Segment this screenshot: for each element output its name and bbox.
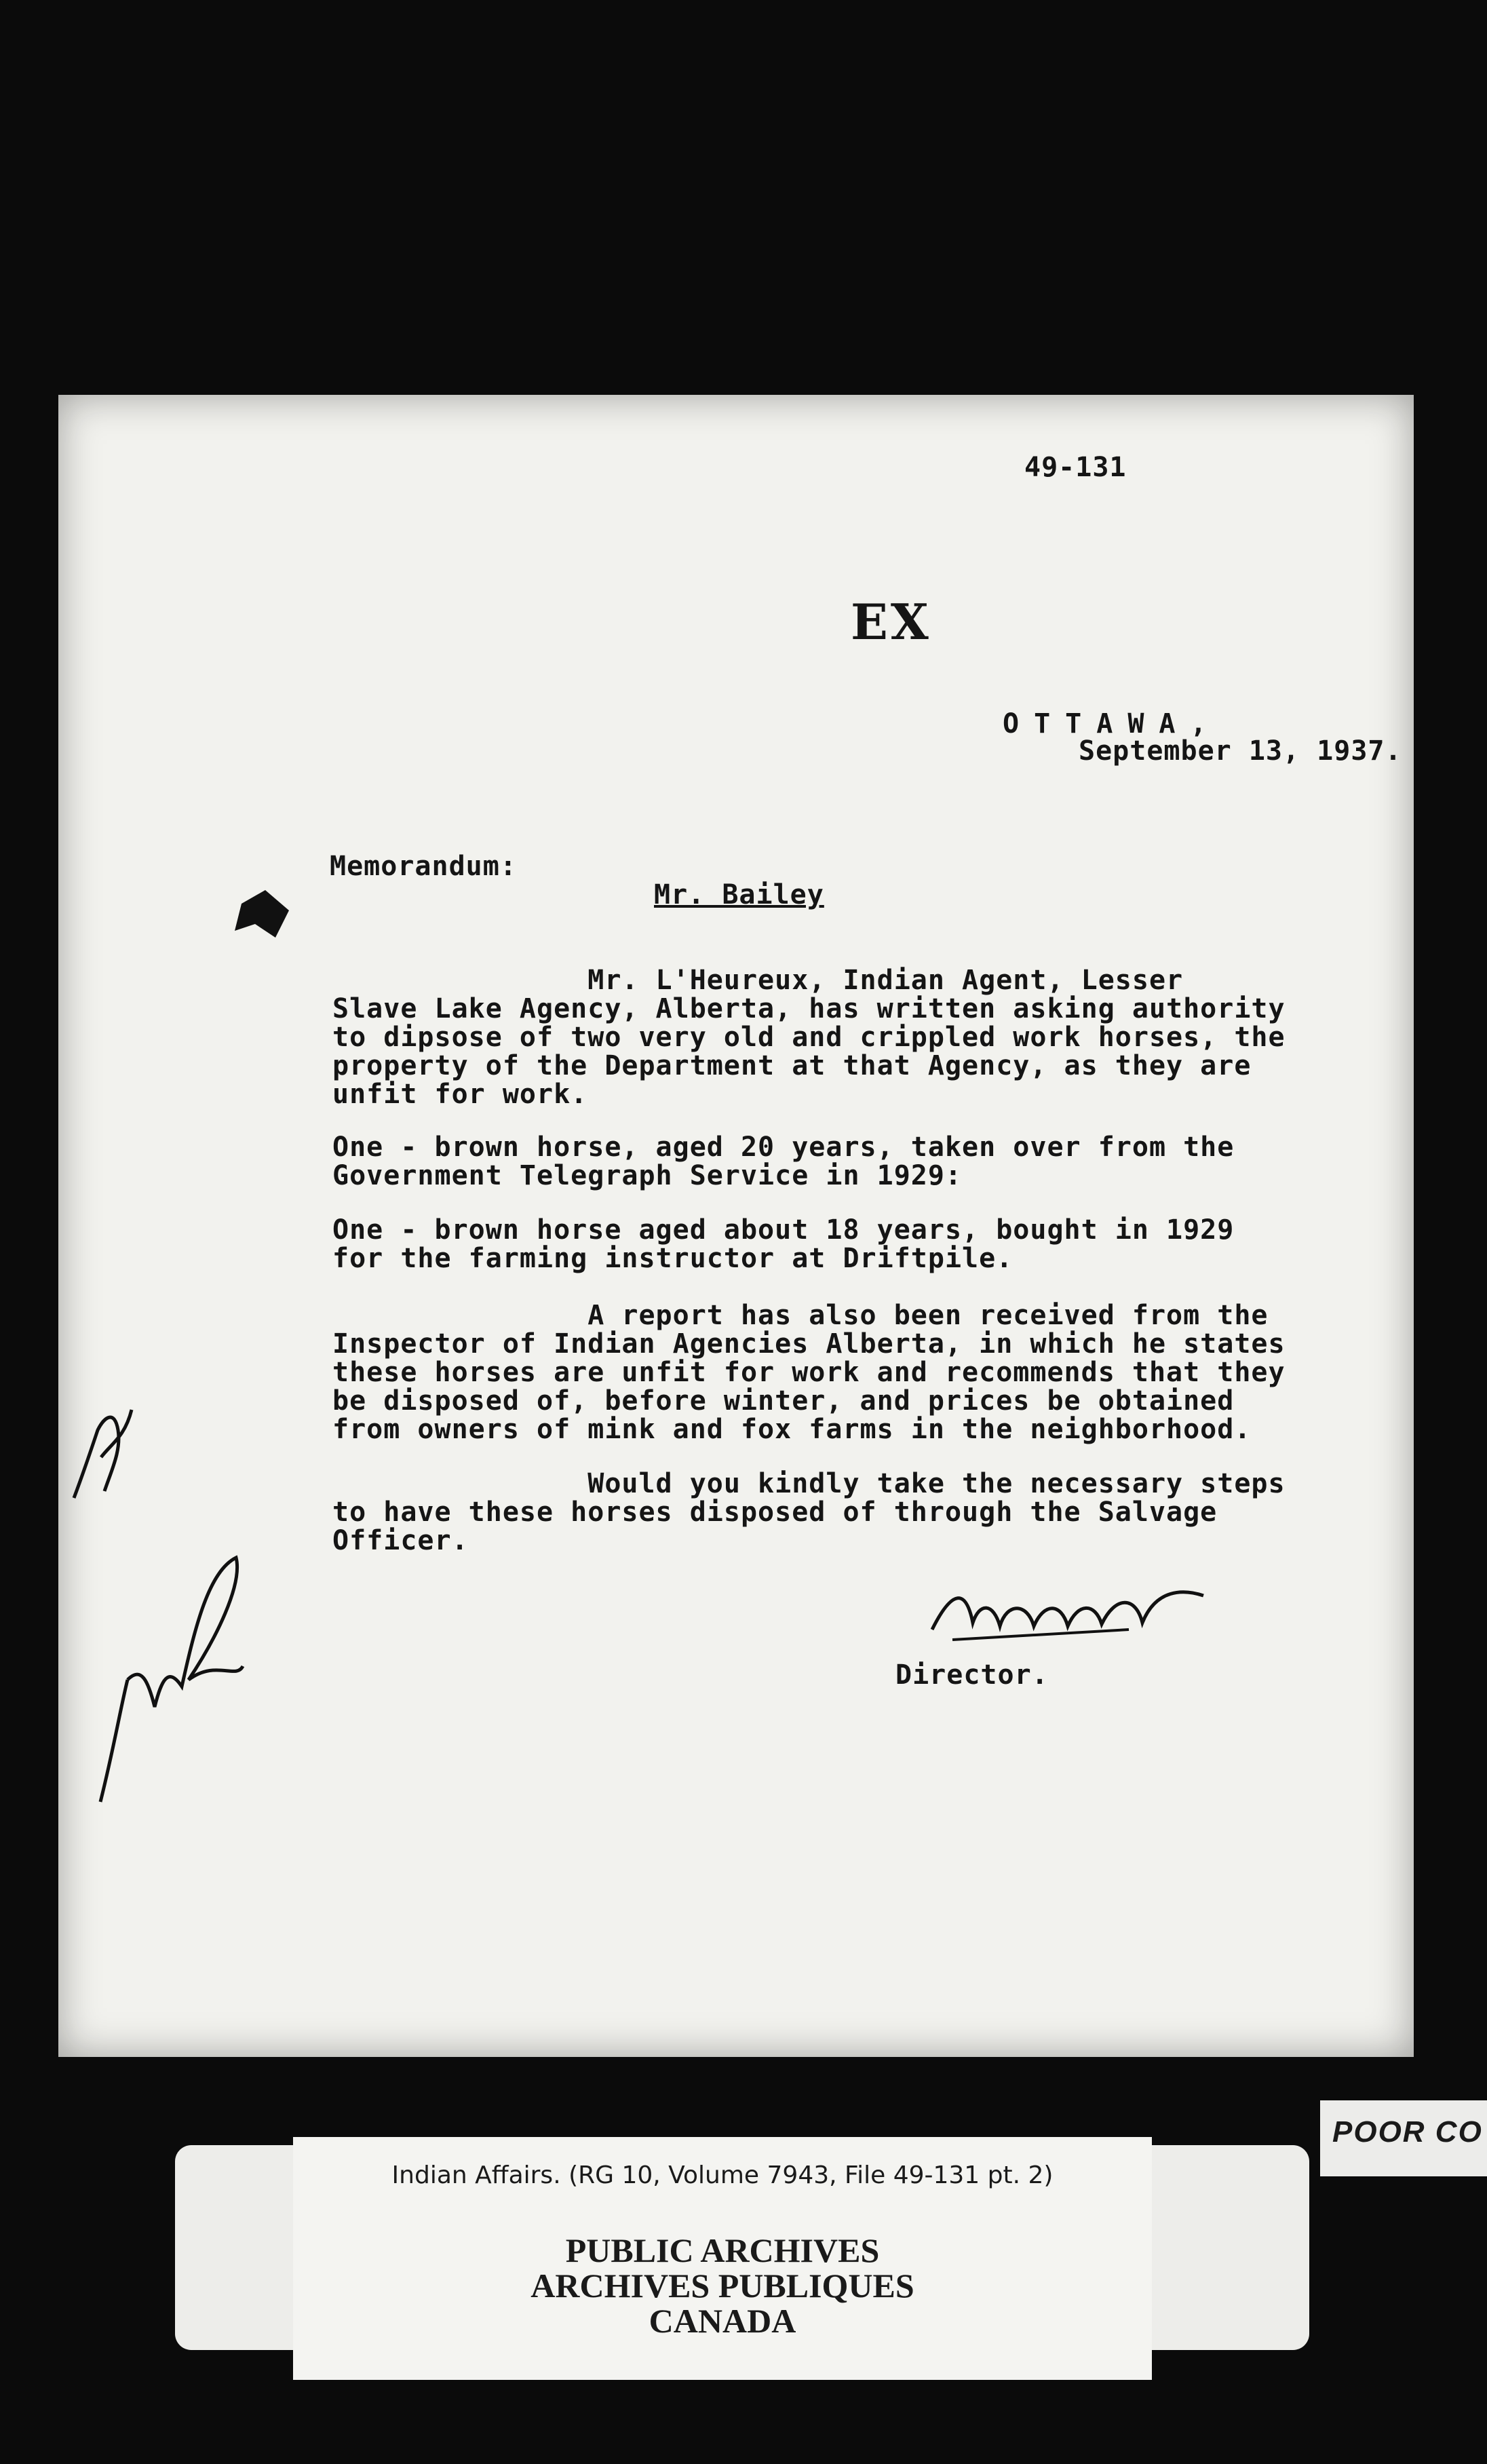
paragraph-1: Mr. L'Heureux, Indian Agent, Lesser Slave Lake Agency, Alberta, has written asking authority to dipsose of two very old and crippled work horses, the property of the Department at that Agency, as they are unfit for work. [332, 965, 1286, 1110]
file-reference: 49-131 [1024, 452, 1127, 483]
signature-title: Director. [895, 1659, 1049, 1691]
stamp: EX [851, 593, 931, 651]
date: September 13, 1937. [1079, 735, 1402, 767]
archive-label [293, 2137, 1152, 2380]
paragraph-5: Would you kindly take the necessary steps to have these horses disposed of through the Salvage Officer. [332, 1468, 1286, 1556]
condition-note-text: POOR CO [1332, 2115, 1483, 2149]
condition-note [1320, 2100, 1487, 2176]
handwritten-mark [80, 1544, 250, 1815]
archive-country: CANADA [649, 2302, 796, 2340]
archive-name-en: PUBLIC ARCHIVES [565, 2231, 880, 2269]
signature [925, 1575, 1210, 1650]
handwritten-initials [64, 1389, 138, 1512]
archive-citation: Indian Affairs. (RG 10, Volume 7943, File 49-131 pt. 2) [391, 2161, 1054, 2189]
paragraph-3: One - brown horse aged about 18 years, bought in 1929 for the farming instructor at Driftpile. [332, 1214, 1235, 1274]
city: OTTAWA, [1003, 708, 1222, 739]
document-page [58, 395, 1414, 2057]
paragraph-2: One - brown horse, aged 20 years, taken over from the Government Telegraph Service in 1929: [332, 1132, 1235, 1191]
paragraph-4: A report has also been received from the Inspector of Indian Agencies Alberta, in which he states these horses are unfit for work and recommends that they be disposed of, before winter, and prices be obtained from owners of mink and fox farms in the neighborhood. [332, 1300, 1286, 1445]
addressee: Mr. Bailey [654, 879, 824, 910]
memo-label: Memorandum: [330, 851, 517, 882]
archive-name-fr: ARCHIVES PUBLIQUES [530, 2267, 914, 2305]
ink-blot [228, 877, 303, 951]
